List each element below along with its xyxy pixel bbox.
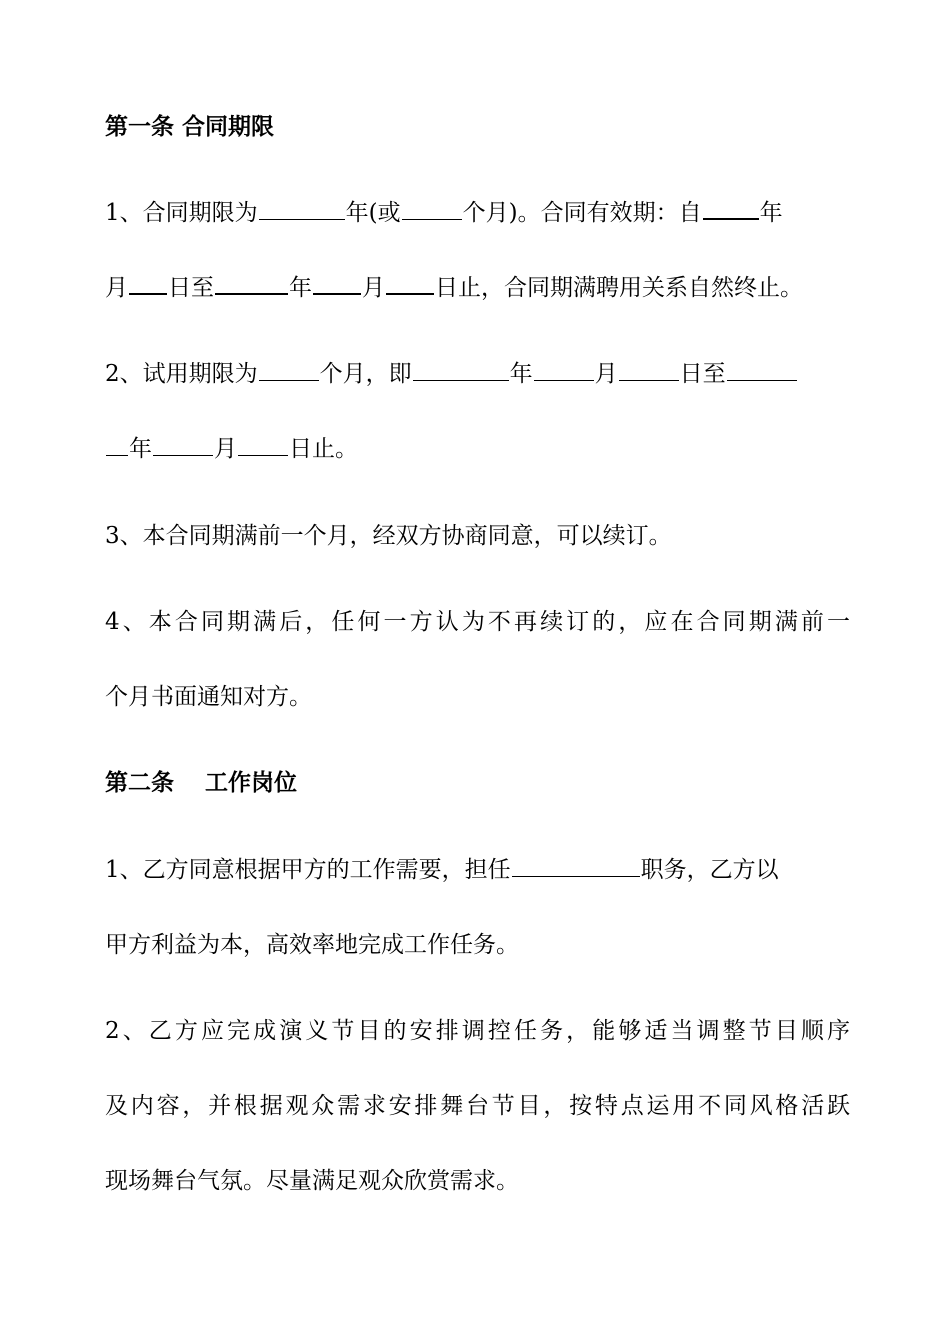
- probation-start-day-label: 日至: [679, 361, 726, 387]
- end-month-blank[interactable]: [313, 292, 361, 295]
- probation-prefix: 2、试用期限为: [105, 361, 258, 387]
- probation-end-month-blank[interactable]: [153, 454, 213, 456]
- position-prefix: 1、乙方同意根据甲方的工作需要，担任: [105, 857, 511, 883]
- end-month-label: 月: [362, 275, 385, 301]
- end-year-blank[interactable]: [215, 292, 288, 295]
- term-prefix: 1、合同期限为: [105, 200, 258, 226]
- term-years-suffix: 年(或: [345, 200, 401, 226]
- probation-start-year-blank[interactable]: [413, 379, 509, 381]
- term-years-blank[interactable]: [259, 218, 345, 220]
- start-year-label: 年: [759, 200, 783, 226]
- article-2-item-2-line-1: 2、乙方应完成演义节目的安排调控任务，能够适当调整节目顺序: [105, 1018, 850, 1044]
- start-month-label: 月: [105, 275, 128, 301]
- probation-start-month-blank[interactable]: [534, 379, 594, 381]
- article-1-item-3: 3、本合同期满前一个月，经双方协商同意，可以续订。: [105, 523, 672, 549]
- article-2-item-2-line-2: 及内容，并根据观众需求安排舞台节目，按特点运用不同风格活跃: [105, 1093, 850, 1119]
- probation-start-month-label: 月: [594, 361, 618, 387]
- probation-end-month-label: 月: [214, 436, 237, 462]
- probation-months-suffix: 个月，即: [319, 361, 412, 387]
- end-year-label: 年: [289, 275, 312, 301]
- probation-end-year-label: 年: [129, 436, 152, 462]
- start-year-blank[interactable]: [703, 217, 759, 220]
- term-end-text: 日止，合同期满聘用关系自然终止。: [435, 275, 803, 301]
- article-2-title: 第二条 工作岗位: [105, 770, 298, 796]
- probation-start-year-label: 年: [509, 361, 533, 387]
- article-1-item-4-line-2: 个月书面通知对方。: [105, 684, 312, 710]
- term-months-blank[interactable]: [402, 218, 462, 220]
- article-1-title: 第一条 合同期限: [105, 114, 275, 140]
- article-1-item-2-line-2: [105, 434, 850, 464]
- probation-end-day-blank[interactable]: [238, 454, 288, 456]
- end-day-blank[interactable]: [386, 292, 434, 295]
- article-1-item-1-line-1: [105, 198, 850, 228]
- start-month-blank[interactable]: [129, 292, 167, 295]
- position-blank[interactable]: [512, 875, 640, 877]
- start-day-label: 日至: [168, 275, 214, 301]
- article-2-item-1-line-1: [105, 855, 850, 885]
- article-2-item-2-line-3: 现场舞台气氛。尽量满足观众欣赏需求。: [105, 1168, 519, 1194]
- probation-end-text: 日止。: [289, 436, 358, 462]
- term-months-suffix: 个月)。合同有效期：自: [462, 200, 702, 226]
- position-suffix: 职务，乙方以: [640, 857, 779, 883]
- article-1-item-2-line-1: [105, 359, 850, 389]
- article-1-item-1-line-2: [105, 273, 850, 303]
- probation-start-day-blank[interactable]: [619, 379, 679, 381]
- probation-end-year-blank-part1[interactable]: [727, 379, 797, 381]
- probation-end-year-blank-part2[interactable]: [106, 454, 128, 456]
- probation-months-blank[interactable]: [259, 379, 319, 381]
- article-2-item-1-line-2: 甲方利益为本，高效率地完成工作任务。: [105, 932, 519, 958]
- article-1-item-4-line-1: 4、本合同期满后，任何一方认为不再续订的，应在合同期满前一: [105, 609, 850, 635]
